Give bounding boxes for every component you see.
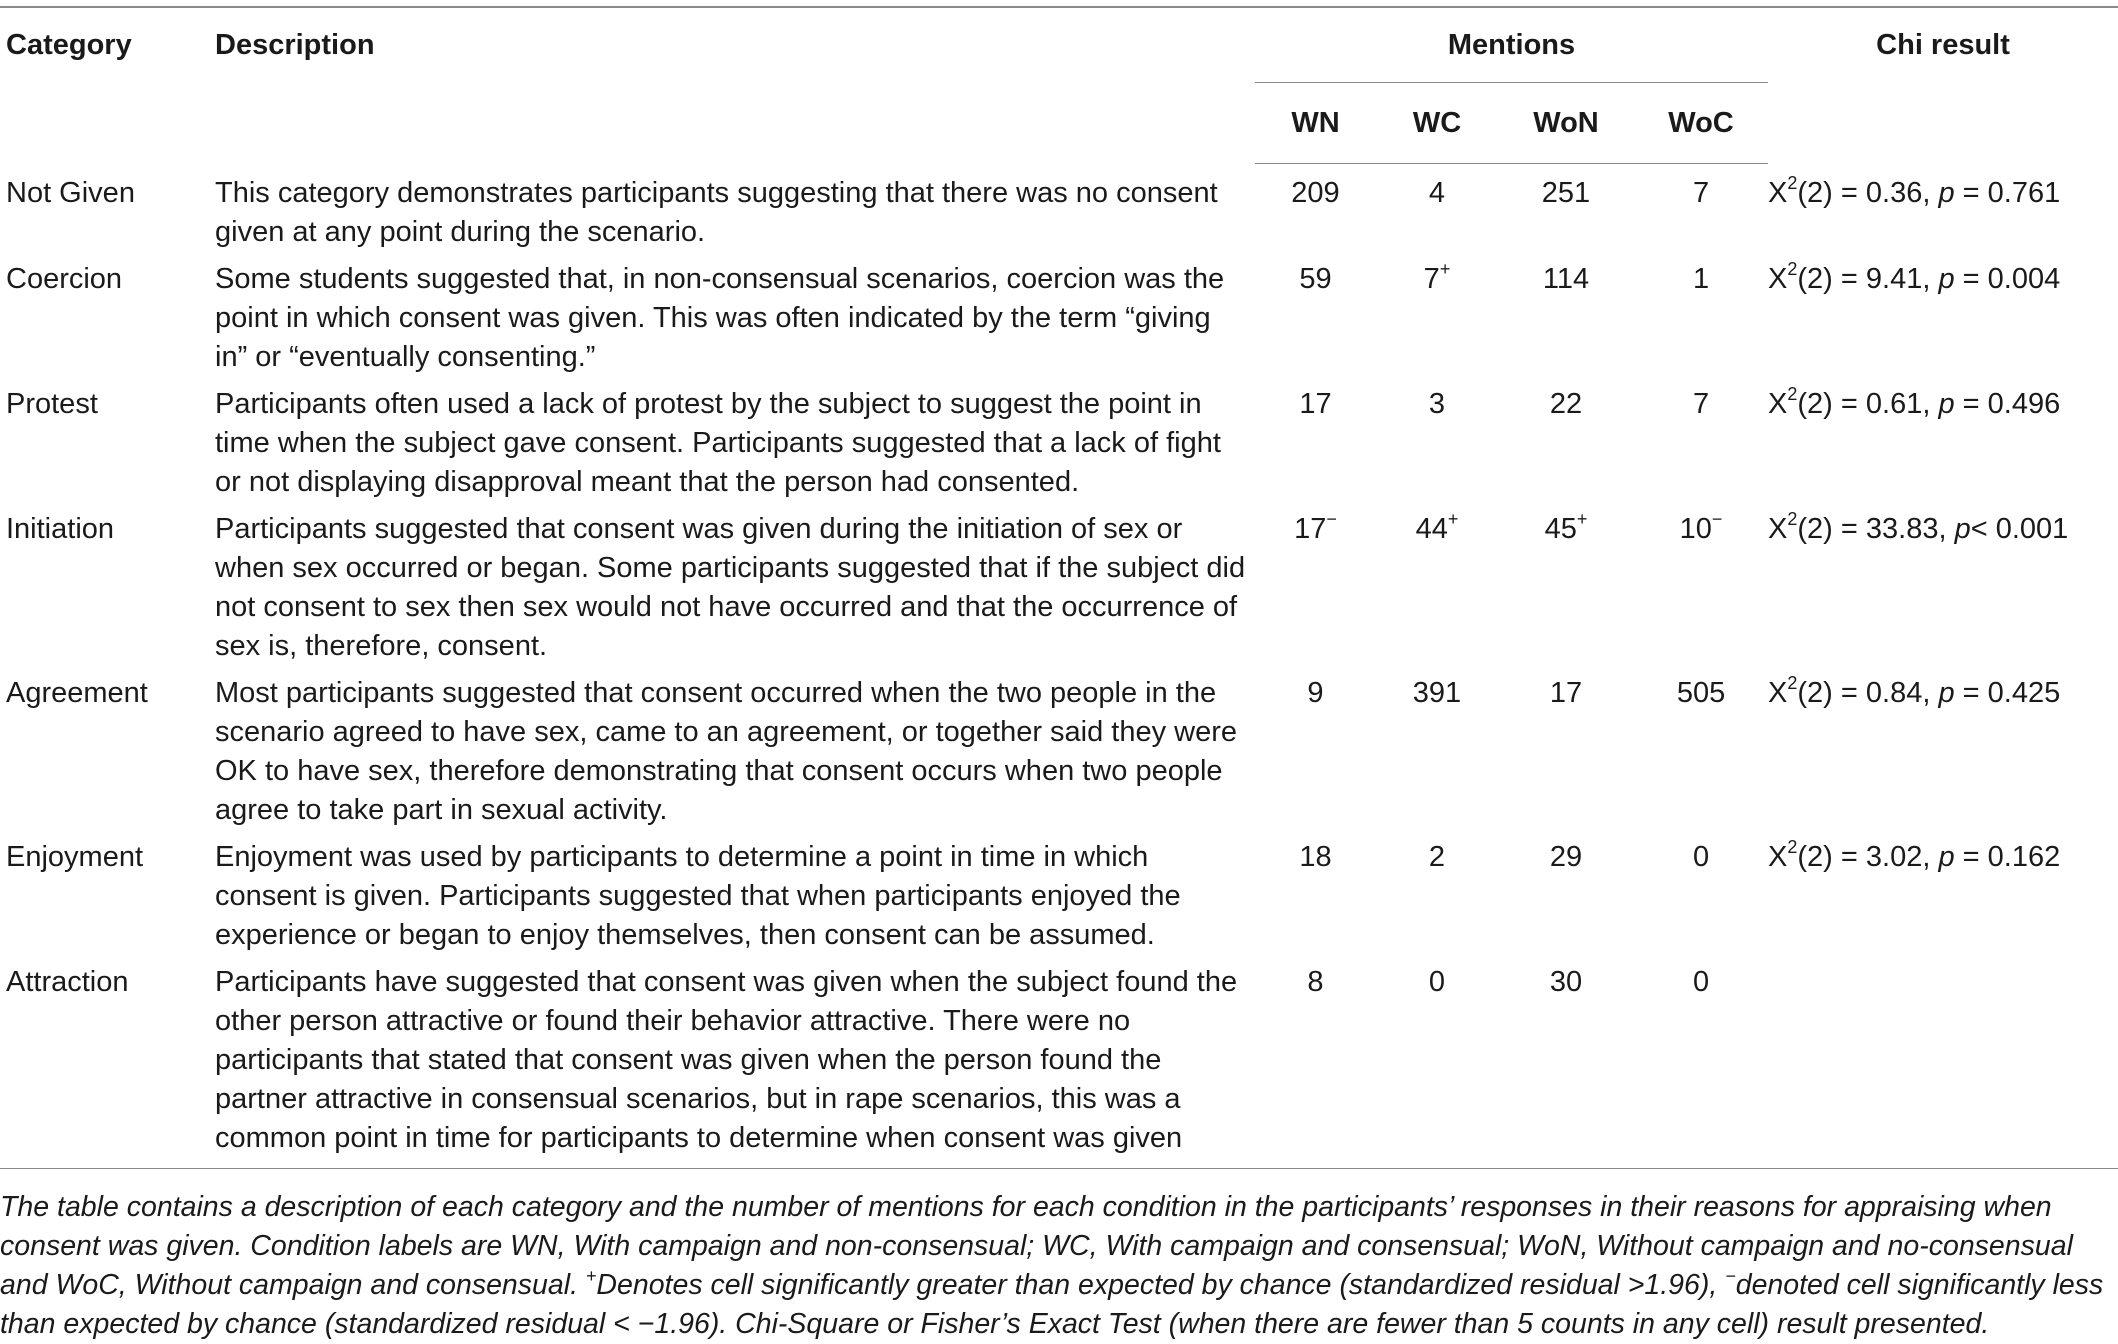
count-value: 7 xyxy=(1423,262,1440,295)
category-label: Enjoyment xyxy=(6,840,144,873)
count-cell-wn xyxy=(1255,164,1376,256)
description-text: This category demonstrates participants suggesting that there was no consent given at any point during the scenario. xyxy=(215,176,1218,248)
table-row xyxy=(0,256,2118,381)
count-value: 1 xyxy=(1692,262,1710,295)
count-value: 9 xyxy=(1307,676,1324,709)
chi-p-label: p xyxy=(1938,840,1955,873)
count-value: 0 xyxy=(1428,965,1446,998)
count-cell-wc xyxy=(1376,959,1498,1169)
count-value: 17 xyxy=(1549,676,1583,709)
chi-symbol: X xyxy=(1768,676,1788,709)
category-label: Attraction xyxy=(6,965,129,998)
count-cell-woc xyxy=(1634,164,1768,256)
count-cell-won xyxy=(1498,256,1634,381)
chi-symbol: X xyxy=(1768,840,1788,873)
header-wn: WN xyxy=(1255,83,1376,164)
caption-text-1: The table contains a description of each category and the number of mentions for each condition in the participants’ responses in their reasons for appraising when consent was given. Condition labels are WN, With campaign and non-consensual; WC, With campaign and consensual; WoN, Without campaign and no-consensual and WoC, Without campaign and consensual. xyxy=(0,1191,2073,1301)
table-header xyxy=(0,7,2118,164)
count-cell-won xyxy=(1498,834,1634,959)
category-label: Protest xyxy=(6,387,98,420)
count-cell-wc xyxy=(1376,381,1498,506)
chi-symbol: X xyxy=(1768,512,1788,545)
header-chi-result: Chi result xyxy=(1768,7,2118,164)
chi-stat: (2) = 33.83, xyxy=(1797,512,1955,545)
count-value: 22 xyxy=(1549,387,1583,420)
count-cell-woc xyxy=(1634,834,1768,959)
count-value: 251 xyxy=(1541,177,1591,209)
description-cell xyxy=(203,670,1255,834)
chi-result-cell xyxy=(1768,164,2118,256)
category-cell xyxy=(0,834,203,959)
chi-p-value: = 0.162 xyxy=(1954,840,2061,873)
caption-text-3: denoted cell significantly less than expected by chance (standardized residual < −1.96). Chi-Square or Fisher’s Exact Test (when there are fewer than 5 counts in any cell) result presented. xyxy=(0,1269,2104,1340)
header-description: Description xyxy=(203,7,1255,164)
table-row xyxy=(0,381,2118,506)
chi-p-value: = 0.496 xyxy=(1954,387,2061,420)
count-value: 114 xyxy=(1542,262,1590,295)
chi-symbol: X xyxy=(1768,387,1788,420)
caption-text-2: Denotes cell significantly greater than expected by chance (standardized residual >1.96), xyxy=(596,1269,1726,1301)
count-cell-woc xyxy=(1634,959,1768,1169)
header-woc: WoC xyxy=(1634,83,1768,164)
description-text: Most participants suggested that consent occurred when the two people in the scenario agreed to have sex, came to an agreement, or together said they were OK to have sex, therefore demonstrating that consent occurs when two people agree to take part in sexual activity. xyxy=(215,676,1238,826)
chi-p-value: = 0.761 xyxy=(1954,176,2061,209)
category-cell xyxy=(0,256,203,381)
chi-superscript: 2 xyxy=(1787,172,1798,193)
count-cell-wc xyxy=(1376,834,1498,959)
chi-superscript: 2 xyxy=(1787,383,1798,404)
caption-plus-marker: + xyxy=(585,1265,597,1286)
count-value: 59 xyxy=(1299,262,1332,295)
header-mentions: Mentions xyxy=(1255,7,1768,83)
chi-stat: (2) = 9.41, xyxy=(1797,262,1939,295)
description-cell xyxy=(203,164,1255,256)
chi-superscript: 2 xyxy=(1787,836,1798,857)
significance-marker: + xyxy=(1576,508,1588,529)
count-value: 391 xyxy=(1412,676,1462,709)
count-value: 7 xyxy=(1692,177,1710,209)
chi-symbol: X xyxy=(1768,176,1788,209)
description-text: Participants suggested that consent was given during the initiation of sex or when sex occurred or began. Some participants suggested that if the subject did not consent to sex then sex would not have occurred and that the occurrence of sex is, therefore, consent. xyxy=(215,512,1246,662)
count-value: 17 xyxy=(1294,512,1327,545)
chi-p-label: p xyxy=(1938,387,1955,420)
table-row xyxy=(0,834,2118,959)
count-value: 0 xyxy=(1692,840,1710,873)
count-value: 7 xyxy=(1692,387,1710,420)
chi-result-cell xyxy=(1768,670,2118,834)
chi-symbol: X xyxy=(1768,262,1788,295)
count-value: 0 xyxy=(1692,965,1710,998)
count-cell-wc xyxy=(1376,506,1498,670)
chi-stat: (2) = 3.02, xyxy=(1797,840,1939,873)
caption-minus-marker: − xyxy=(1725,1265,1736,1286)
chi-p-label: p xyxy=(1954,512,1971,545)
category-cell xyxy=(0,506,203,670)
chi-p-value: = 0.425 xyxy=(1954,676,2061,709)
header-wc: WC xyxy=(1376,83,1498,164)
significance-marker: + xyxy=(1439,258,1451,279)
chi-p-label: p xyxy=(1938,676,1955,709)
table-row xyxy=(0,959,2118,1169)
description-text: Some students suggested that, in non-consensual scenarios, coercion was the point in which consent was given. This was often indicated by the term “giving in” or “eventually consenting.” xyxy=(215,262,1225,373)
description-cell xyxy=(203,959,1255,1169)
description-cell xyxy=(203,381,1255,506)
chi-result-cell xyxy=(1768,834,2118,959)
count-cell-wc xyxy=(1376,164,1498,256)
table-row xyxy=(0,670,2118,834)
count-value: 45 xyxy=(1544,512,1577,545)
chi-p-label: p xyxy=(1938,176,1955,209)
chi-p-value: = 0.004 xyxy=(1954,262,2061,295)
description-cell xyxy=(203,256,1255,381)
header-won: WoN xyxy=(1498,83,1634,164)
count-cell-won xyxy=(1498,959,1634,1169)
count-value: 30 xyxy=(1549,965,1583,998)
description-cell xyxy=(203,506,1255,670)
description-text: Participants have suggested that consent was given when the subject found the other person attractive or found their behavior attractive. There were no participants that stated that consent was given when the person found the partner attractive in consensual scenarios, but in rape scenarios, this was a common point in time for participants to determine when consent was given xyxy=(215,965,1238,1154)
count-cell-woc xyxy=(1634,506,1768,670)
category-label: Agreement xyxy=(6,676,148,709)
count-value: 44 xyxy=(1415,512,1448,545)
description-text: Participants often used a lack of protest by the subject to suggest the point in time when the subject gave consent. Participants suggested that a lack of fight or not displaying disapproval meant that the person had consented. xyxy=(215,387,1221,498)
count-cell-woc xyxy=(1634,670,1768,834)
count-cell-wc xyxy=(1376,670,1498,834)
significance-marker: + xyxy=(1447,508,1459,529)
category-cell xyxy=(0,381,203,506)
count-cell-wn xyxy=(1255,506,1376,670)
count-cell-wn xyxy=(1255,834,1376,959)
chi-superscript: 2 xyxy=(1787,508,1798,529)
consent-categories-table xyxy=(0,6,2118,1169)
chi-stat: (2) = 0.36, xyxy=(1797,176,1939,209)
header-category: Category xyxy=(0,7,203,164)
chi-result-cell xyxy=(1768,381,2118,506)
count-cell-won xyxy=(1498,164,1634,256)
count-value: 8 xyxy=(1307,965,1324,998)
table-caption xyxy=(0,1188,2110,1344)
chi-stat: (2) = 0.61, xyxy=(1797,387,1939,420)
category-label: Initiation xyxy=(6,512,115,545)
table-row xyxy=(0,506,2118,670)
count-value: 505 xyxy=(1676,676,1726,709)
description-text: Enjoyment was used by participants to determine a point in time in which consent is given. Participants suggested that when participants enjoyed the experience or began to enjoy themselves, then consent can be assumed. xyxy=(215,840,1181,951)
count-cell-wn xyxy=(1255,959,1376,1169)
description-cell xyxy=(203,834,1255,959)
chi-p-value: < 0.001 xyxy=(1970,512,2069,545)
count-value: 4 xyxy=(1428,177,1446,209)
count-cell-wc xyxy=(1376,256,1498,381)
count-value: 29 xyxy=(1549,840,1583,873)
count-cell-woc xyxy=(1634,381,1768,506)
count-value: 2 xyxy=(1428,840,1446,873)
count-cell-wn xyxy=(1255,670,1376,834)
chi-result-cell xyxy=(1768,506,2118,670)
count-value: 209 xyxy=(1291,177,1340,209)
count-cell-won xyxy=(1498,381,1634,506)
table-row xyxy=(0,164,2118,256)
count-value: 3 xyxy=(1428,387,1446,420)
significance-marker: − xyxy=(1326,508,1337,529)
category-cell xyxy=(0,670,203,834)
chi-result-cell xyxy=(1768,959,2118,1169)
category-label: Not Given xyxy=(6,176,135,209)
chi-superscript: 2 xyxy=(1787,258,1798,279)
significance-marker: − xyxy=(1711,508,1723,529)
count-cell-wn xyxy=(1255,381,1376,506)
chi-superscript: 2 xyxy=(1787,672,1798,693)
count-value: 10 xyxy=(1679,512,1712,545)
chi-p-label: p xyxy=(1938,262,1955,295)
category-cell xyxy=(0,164,203,256)
count-cell-woc xyxy=(1634,256,1768,381)
table-body xyxy=(0,164,2118,1169)
count-cell-won xyxy=(1498,670,1634,834)
chi-result-cell xyxy=(1768,256,2118,381)
count-cell-won xyxy=(1498,506,1634,670)
chi-stat: (2) = 0.84, xyxy=(1797,676,1939,709)
category-cell xyxy=(0,959,203,1169)
count-value: 17 xyxy=(1299,387,1332,420)
count-value: 18 xyxy=(1299,840,1332,873)
header-row-primary xyxy=(0,7,2118,83)
count-cell-wn xyxy=(1255,256,1376,381)
category-label: Coercion xyxy=(6,262,123,295)
